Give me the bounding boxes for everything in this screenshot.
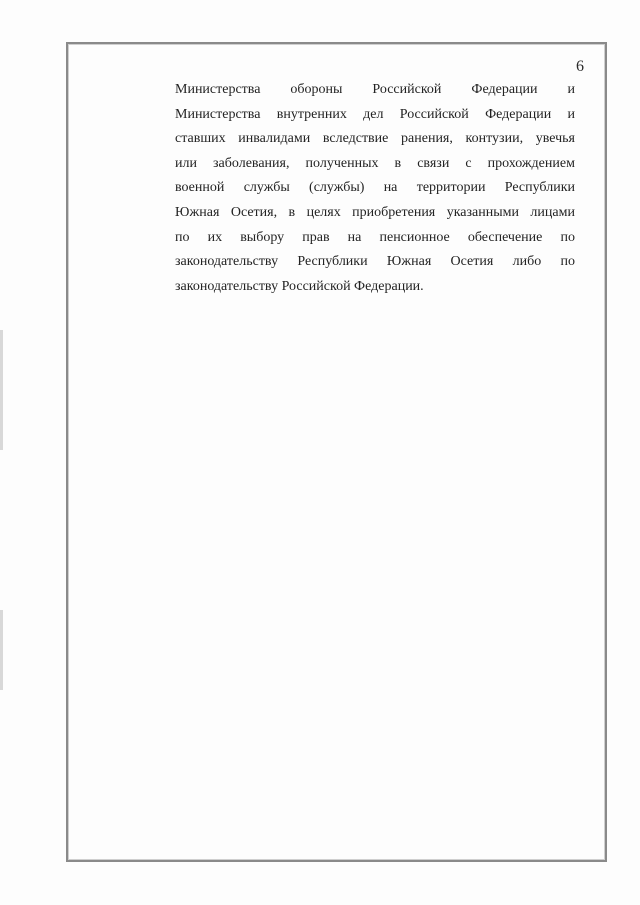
text-line (175, 127, 575, 152)
word: контузии, (465, 131, 524, 147)
word: законодательству (175, 254, 279, 270)
word: или (175, 155, 197, 171)
text-line (175, 226, 575, 251)
word: по (175, 229, 190, 245)
word: с (465, 155, 472, 171)
word: Федерации (485, 106, 552, 122)
page-number: 6 (576, 58, 584, 75)
scan-edge-mark (0, 610, 3, 690)
word: Российской (372, 82, 442, 97)
word: либо (512, 254, 542, 270)
word: территории (416, 180, 486, 196)
word: Республики (504, 180, 575, 196)
word: прав (302, 229, 330, 245)
word: обеспечение (467, 229, 543, 245)
word: выбору (240, 229, 285, 245)
word: инвалидами (238, 131, 311, 147)
word: обороны (290, 82, 343, 97)
word: в (394, 155, 402, 171)
word: указанными (446, 204, 519, 220)
word: Осетия, (230, 204, 278, 220)
word: Федерации (471, 82, 538, 97)
word: ставших (175, 131, 226, 147)
word: их (207, 229, 223, 245)
word: вследствие (322, 131, 389, 147)
word: заболевания, (213, 155, 290, 171)
text-line (175, 250, 575, 275)
word: Осетия (450, 254, 494, 270)
text-line (175, 201, 575, 226)
word: Республики (297, 254, 368, 270)
word: увечья (535, 131, 575, 147)
word: Южная (386, 254, 432, 270)
text-line (175, 176, 575, 201)
word: пенсионное (379, 229, 450, 245)
word: по (560, 229, 575, 245)
text-line (175, 152, 575, 177)
word: полученных (305, 155, 379, 171)
text-line (175, 78, 575, 103)
word: дел (363, 106, 384, 122)
word: ранения, (401, 131, 453, 147)
word: целях (306, 204, 341, 220)
word: связи (417, 155, 450, 171)
word: службы (243, 180, 290, 196)
word: Министерства (175, 82, 261, 97)
text-line (175, 275, 575, 300)
body-paragraph (175, 78, 575, 299)
word: на (383, 180, 398, 196)
word: лицами (530, 204, 575, 220)
word: в (288, 204, 296, 220)
word: Российской (399, 106, 469, 122)
word: военной (175, 180, 225, 196)
word: и (567, 106, 575, 122)
word: прохождением (487, 155, 575, 171)
word: на (347, 229, 362, 245)
word: и (567, 82, 575, 97)
word: Южная (175, 204, 220, 220)
word: (службы) (309, 180, 365, 196)
text-line (175, 103, 575, 128)
word: по (560, 254, 575, 270)
scan-edge-mark (0, 330, 3, 450)
word: внутренних (276, 106, 347, 122)
word: приобретения (352, 204, 436, 220)
word: Министерства (175, 106, 261, 122)
word: законодательству Российской Федерации. (175, 278, 424, 294)
